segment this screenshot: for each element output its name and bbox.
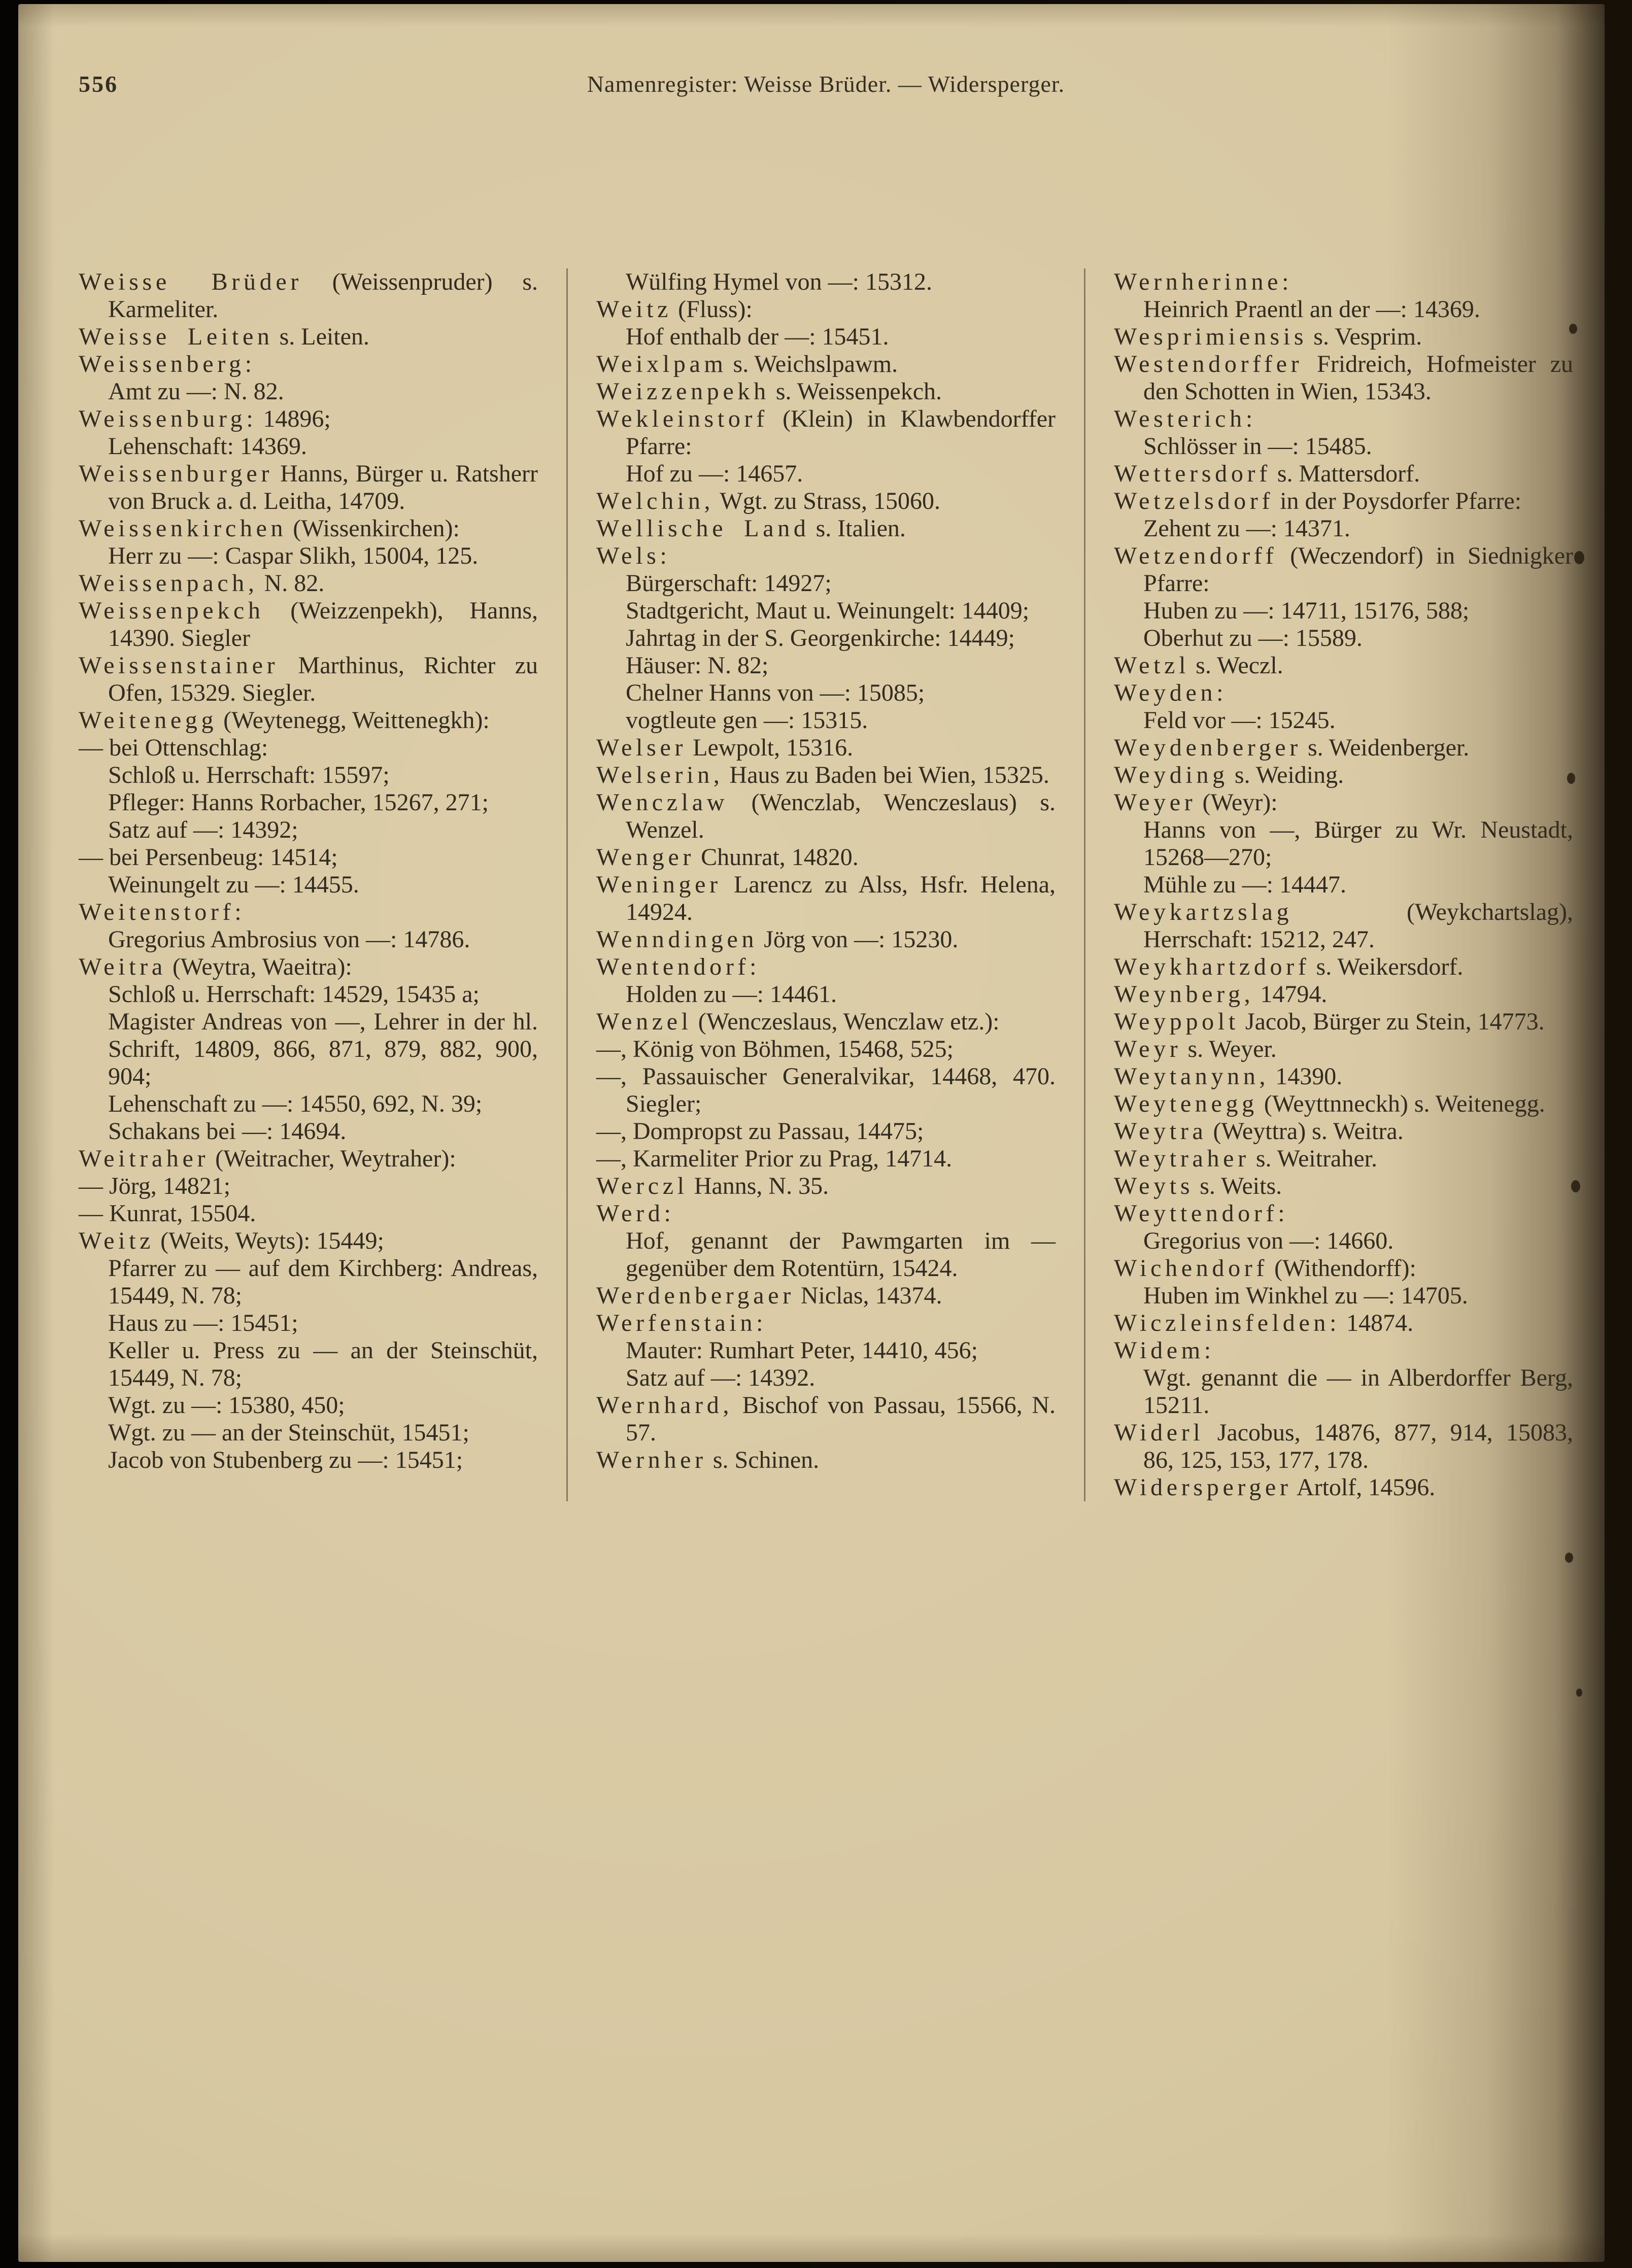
entry-headword: Wiczleinsfelden: xyxy=(1114,1310,1341,1336)
index-entry: Weykartzslag (Weykchartslag), Herrschaft: 15212, 247. xyxy=(1114,899,1573,953)
index-entry: Pfleger: Hanns Rorbacher, 15267, 271; xyxy=(108,789,489,816)
page-header xyxy=(79,70,1573,98)
index-entry: Lehenschaft zu —: 14550, 692, N. 39; xyxy=(108,1090,483,1117)
index-entry xyxy=(596,1310,1056,1337)
entry-headword: Welser xyxy=(596,734,687,761)
entry-headword: Weyttendorf: xyxy=(1114,1200,1289,1227)
index-columns xyxy=(79,268,1573,1501)
entry-headword: Weykhartzdorf xyxy=(1114,953,1310,980)
index-entry: Weytenegg (Weyttnneckh) s. Weitenegg. xyxy=(1114,1090,1545,1117)
entry-headword: Weitz xyxy=(596,296,672,323)
index-entry: Wetzendorff (Weczendorf) in Siednigker Pfarre: xyxy=(1114,542,1573,597)
index-entry: Wenger Chunrat, 14820. xyxy=(596,844,859,871)
index-entry: Welchin, Wgt. zu Strass, 15060. xyxy=(596,488,940,514)
index-entry: Weyppolt Jacob, Bürger zu Stein, 14773. xyxy=(1114,1008,1545,1035)
entry-headword: Wenczlaw xyxy=(596,789,729,816)
entry-headword: Widersperger xyxy=(1114,1474,1292,1501)
index-entry: —, Passauischer Generalvikar, 14468, 470. Siegler; xyxy=(596,1063,1056,1117)
index-entry: Wgt. zu — an der Steinschüt, 15451; xyxy=(108,1419,469,1446)
index-entry: Wiczleinsfelden: 14874. xyxy=(1114,1310,1414,1336)
entry-headword: Werd: xyxy=(596,1200,675,1227)
ink-speck xyxy=(1574,551,1584,564)
index-entry: Weitenegg (Weytenegg, Weittenegkh): xyxy=(79,707,490,734)
index-entry: Bürgerschaft: 14927; xyxy=(626,570,832,597)
entry-headword: Westendorffer xyxy=(1114,351,1303,377)
index-entry: Werdenbergaer Niclas, 14374. xyxy=(596,1282,942,1309)
entry-headword: Werfenstain: xyxy=(596,1310,767,1336)
ink-speck xyxy=(1569,324,1577,334)
index-entry: Haus zu —: 15451; xyxy=(108,1310,298,1336)
index-entry: Wülfing Hymel von —: 15312. xyxy=(626,268,932,295)
index-entry: Wenndingen Jörg von —: 15230. xyxy=(596,926,959,953)
index-entry: Wernher s. Schinen. xyxy=(596,1447,820,1473)
index-entry: Wekleinstorf (Klein) in Klawbendorffer Pfarre: xyxy=(596,405,1056,460)
index-entry: Schloß u. Herrschaft: 14529, 15435 a; xyxy=(108,981,480,1008)
index-entry xyxy=(1114,1200,1573,1227)
index-entry: —, Dompropst zu Passau, 14475; xyxy=(596,1118,924,1145)
entry-headword: Weissenburger xyxy=(79,460,274,487)
index-entry: Weyding s. Weiding. xyxy=(1114,762,1344,788)
entry-headword: Weninger xyxy=(596,871,722,898)
entry-headword: Weixlpam xyxy=(596,351,727,377)
index-entry: Weisse Leiten s. Leiten. xyxy=(79,323,369,350)
index-entry: Welserin, Haus zu Baden bei Wien, 15325. xyxy=(596,762,1049,788)
index-entry: Wenzel (Wenczeslaus, Wenczlaw etz.): xyxy=(596,1008,1000,1035)
index-entry: Wernhard, Bischof von Passau, 15566, N. 57. xyxy=(596,1392,1056,1446)
index-entry: Wenczlaw (Wenczlab, Wenczeslaus) s. Wenzel. xyxy=(596,789,1056,843)
index-entry: Weitraher (Weitracher, Weytraher): xyxy=(79,1145,456,1172)
running-title: Namenregister: Weisse Brüder. — Widersperger. xyxy=(587,71,1065,97)
entry-headword: Weynberg, xyxy=(1114,981,1254,1008)
index-entry: Wellische Land s. Italien. xyxy=(596,515,906,542)
entry-headword: Wernhard, xyxy=(596,1392,733,1419)
index-entry: Wesprimiensis s. Vesprim. xyxy=(1114,323,1422,350)
index-entry xyxy=(79,899,538,926)
column-3 xyxy=(1084,268,1573,1501)
index-entry: Weykhartzdorf s. Weikersdorf. xyxy=(1114,953,1464,980)
index-entry: Weitra (Weytra, Waeitra): xyxy=(79,953,352,980)
index-entry: Weisse Brüder (Weissenpruder) s. Karmeliter. xyxy=(79,268,538,323)
entry-headword: Wenndingen xyxy=(596,926,758,953)
entry-headword: Wettersdorf xyxy=(1114,460,1271,487)
entry-headword: Wellische Land xyxy=(596,515,810,542)
entry-headword: Weitz xyxy=(79,1227,155,1254)
index-entry: Magister Andreas von —, Lehrer in der hl. Schrift, 14809, 866, 871, 879, 882, 900, 904; xyxy=(108,1008,538,1090)
index-entry: Wgt. zu —: 15380, 450; xyxy=(108,1392,345,1419)
index-entry: — Jörg, 14821; xyxy=(79,1173,231,1199)
index-entry: — bei Persenbeug: 14514; xyxy=(79,844,338,871)
index-entry: Welser Lewpolt, 15316. xyxy=(596,734,854,761)
index-entry: Weyer (Weyr): xyxy=(1114,789,1278,816)
entry-headword: Wichendorf xyxy=(1114,1255,1269,1282)
entry-headword: Wenzel xyxy=(596,1008,692,1035)
entry-headword: Wekleinstorf xyxy=(596,405,768,432)
entry-headword: Wernherinne: xyxy=(1114,268,1293,295)
index-entry xyxy=(596,953,1056,981)
entry-headword: Weytraher xyxy=(1114,1145,1250,1172)
index-entry: Schloß u. Herrschaft: 15597; xyxy=(108,762,390,788)
index-entry xyxy=(596,542,1056,570)
index-entry: Weissenburger Hanns, Bürger u. Ratsherr von Bruck a. d. Leitha, 14709. xyxy=(79,460,538,514)
entry-headword: Widerl xyxy=(1114,1419,1204,1446)
index-entry: Weytanynn, 14390. xyxy=(1114,1063,1343,1090)
index-entry: Hof enthalb der —: 15451. xyxy=(626,323,889,350)
index-entry: Weytra (Weyttra) s. Weitra. xyxy=(1114,1118,1404,1145)
entry-headword: Weitra xyxy=(79,953,166,980)
index-entry: Weyr s. Weyer. xyxy=(1114,1036,1277,1062)
index-entry: Chelner Hanns von —: 15085; xyxy=(626,679,925,706)
index-entry: Heinrich Praentl an der —: 14369. xyxy=(1143,296,1480,323)
index-entry: Widerl Jacobus, 14876, 877, 914, 15083, 86, 125, 153, 177, 178. xyxy=(1114,1419,1573,1473)
entry-headword: Wesprimiensis xyxy=(1114,323,1308,350)
index-entry xyxy=(596,1200,1056,1227)
entry-headword: Weytra xyxy=(1114,1118,1207,1145)
index-entry: Wettersdorf s. Mattersdorf. xyxy=(1114,460,1420,487)
entry-headword: Weissenburg: xyxy=(79,405,257,432)
index-entry xyxy=(1114,405,1573,433)
entry-headword: Weizzenpekh xyxy=(596,378,770,405)
index-entry: Keller u. Press zu — an der Steinschüt, 15449, N. 78; xyxy=(108,1337,538,1391)
entry-headword: Welserin, xyxy=(596,762,724,788)
index-entry: Weydenberger s. Weidenberger. xyxy=(1114,734,1470,761)
index-entry: Weynberg, 14794. xyxy=(1114,981,1328,1008)
entry-headword: Weyding xyxy=(1114,762,1229,788)
index-entry: Wgt. genannt die — in Alberdorffer Berg, 15211. xyxy=(1143,1364,1573,1419)
index-entry: Weissenburg: 14896; xyxy=(79,405,331,432)
index-entry: Gregorius Ambrosius von —: 14786. xyxy=(108,926,470,953)
entry-headword: Weissenpekch xyxy=(79,597,264,624)
index-entry: Lehenschaft: 14369. xyxy=(108,433,307,460)
entry-headword: Wetzelsdorf xyxy=(1114,488,1274,514)
entry-headword: Weitraher xyxy=(79,1145,210,1172)
page-number: 556 xyxy=(79,71,118,97)
entry-headword: Widem: xyxy=(1114,1337,1215,1364)
page-content xyxy=(79,70,1573,1501)
ink-speck xyxy=(1576,1689,1582,1697)
entry-headword: Welchin, xyxy=(596,488,715,514)
index-entry: Hof zu —: 14657. xyxy=(626,460,803,487)
index-entry: Herr zu —: Caspar Slikh, 15004, 125. xyxy=(108,542,479,569)
index-entry: Wichendorf (Withendorff): xyxy=(1114,1255,1416,1282)
entry-headword: Weissenberg: xyxy=(79,351,256,377)
entry-headword: Wetzendorff xyxy=(1114,542,1278,569)
entry-headword: Weyden: xyxy=(1114,679,1228,706)
entry-headword: Weyts xyxy=(1114,1173,1194,1199)
index-entry: Hof, genannt der Pawmgarten im — gegenüber dem Rotentürn, 15424. xyxy=(626,1227,1056,1282)
index-entry: Schlösser in —: 15485. xyxy=(1143,433,1372,460)
index-entry: Weinungelt zu —: 14455. xyxy=(108,871,359,898)
entry-headword: Wentendorf: xyxy=(596,953,761,980)
entry-headword: Wernher xyxy=(596,1447,707,1473)
index-entry: Huben im Winkhel zu —: 14705. xyxy=(1143,1282,1468,1309)
index-entry: Wetzelsdorf in der Poysdorfer Pfarre: xyxy=(1114,488,1522,514)
entry-headword: Weisse Brüder xyxy=(79,268,302,295)
entry-headword: Weitenegg xyxy=(79,707,218,734)
index-entry: Westendorffer Fridreich, Hofmeister zu den Schotten in Wien, 15343. xyxy=(1114,351,1573,405)
index-entry: Häuser: N. 82; xyxy=(626,652,769,679)
column-2 xyxy=(566,268,1084,1501)
ink-speck xyxy=(1567,773,1575,784)
entry-headword: Wetzl xyxy=(1114,652,1190,679)
ink-speck xyxy=(1571,1180,1580,1192)
book-page xyxy=(18,4,1605,2262)
index-entry: Holden zu —: 14461. xyxy=(626,981,837,1008)
index-entry: Weitz (Weits, Weyts): 15449; xyxy=(79,1227,384,1254)
index-entry xyxy=(1114,679,1573,707)
entry-headword: Wels: xyxy=(596,542,671,569)
entry-headword: Weissenpach, xyxy=(79,570,258,597)
index-entry xyxy=(1114,1337,1573,1364)
entry-headword: Weyer xyxy=(1114,789,1197,816)
entry-headword: Weissenkirchen xyxy=(79,515,287,542)
index-entry: Satz auf —: 14392. xyxy=(626,1364,815,1391)
ink-speck xyxy=(1565,1553,1573,1563)
entry-headword: Westerich: xyxy=(1114,405,1256,432)
index-entry: Weissenkirchen (Wissenkirchen): xyxy=(79,515,460,542)
entry-headword: Weissenstainer xyxy=(79,652,279,679)
entry-headword: Weyr xyxy=(1114,1036,1182,1062)
index-entry: Weyts s. Weits. xyxy=(1114,1173,1282,1199)
index-entry xyxy=(79,351,538,378)
index-entry: Stadtgericht, Maut u. Weinungelt: 14409; xyxy=(626,597,1030,624)
index-entry: —, König von Böhmen, 15468, 525; xyxy=(596,1036,954,1062)
index-entry: Jahrtag in der S. Georgenkirche: 14449; xyxy=(626,625,1015,651)
entry-headword: Weytanynn, xyxy=(1114,1063,1270,1090)
index-entry: —, Karmeliter Prior zu Prag, 14714. xyxy=(596,1145,953,1172)
index-entry: Huben zu —: 14711, 15176, 588; xyxy=(1143,597,1470,624)
index-entry xyxy=(1114,268,1573,296)
entry-headword: Weykartzslag xyxy=(1114,899,1293,925)
index-entry: Weixlpam s. Weichslpawm. xyxy=(596,351,898,377)
entry-headword: Weyppolt xyxy=(1114,1008,1239,1035)
index-entry: Weissenstainer Marthinus, Richter zu Ofen, 15329. Siegler. xyxy=(79,652,538,706)
index-entry: Mühle zu —: 14447. xyxy=(1143,871,1346,898)
entry-headword: Wenger xyxy=(596,844,695,871)
index-entry: Oberhut zu —: 15589. xyxy=(1143,625,1363,651)
index-entry: Pfarrer zu — auf dem Kirchberg: Andreas, 15449, N. 78; xyxy=(108,1255,538,1309)
entry-headword: Werdenbergaer xyxy=(596,1282,795,1309)
entry-headword: Weitenstorf: xyxy=(79,899,246,925)
index-entry: Feld vor —: 15245. xyxy=(1143,707,1336,734)
entry-headword: Weytenegg xyxy=(1114,1090,1258,1117)
index-entry: Weitz (Fluss): xyxy=(596,296,753,323)
index-entry: Hanns von —, Bürger zu Wr. Neustadt, 15268—270; xyxy=(1143,816,1573,871)
index-entry: Zehent zu —: 14371. xyxy=(1143,515,1350,542)
index-entry: Werczl Hanns, N. 35. xyxy=(596,1173,829,1199)
index-entry: Amt zu —: N. 82. xyxy=(108,378,284,405)
index-entry: — bei Ottenschlag: xyxy=(79,734,268,761)
index-entry: vogtleute gen —: 15315. xyxy=(626,707,868,734)
index-entry: Jacob von Stubenberg zu —: 15451; xyxy=(108,1447,463,1473)
column-1 xyxy=(79,268,566,1501)
entry-headword: Weydenberger xyxy=(1114,734,1302,761)
index-entry: Weissenpekch (Weizzenpekh), Hanns, 14390. Siegler xyxy=(79,597,538,651)
index-entry: Weissenpach, N. 82. xyxy=(79,570,325,597)
index-entry: — Kunrat, 15504. xyxy=(79,1200,256,1227)
index-entry: Weytraher s. Weitraher. xyxy=(1114,1145,1377,1172)
index-entry: Satz auf —: 14392; xyxy=(108,816,298,843)
index-entry: Weninger Larencz zu Alss, Hsfr. Helena, 14924. xyxy=(596,871,1056,925)
index-entry: Weizzenpekh s. Weissenpekch. xyxy=(596,378,942,405)
index-entry: Wetzl s. Weczl. xyxy=(1114,652,1283,679)
entry-headword: Weisse Leiten xyxy=(79,323,274,350)
index-entry: Mauter: Rumhart Peter, 14410, 456; xyxy=(626,1337,978,1364)
index-entry: Gregorius von —: 14660. xyxy=(1143,1227,1394,1254)
index-entry: Widersperger Artolf, 14596. xyxy=(1114,1474,1436,1501)
index-entry: Schakans bei —: 14694. xyxy=(108,1118,347,1145)
entry-headword: Werczl xyxy=(596,1173,688,1199)
